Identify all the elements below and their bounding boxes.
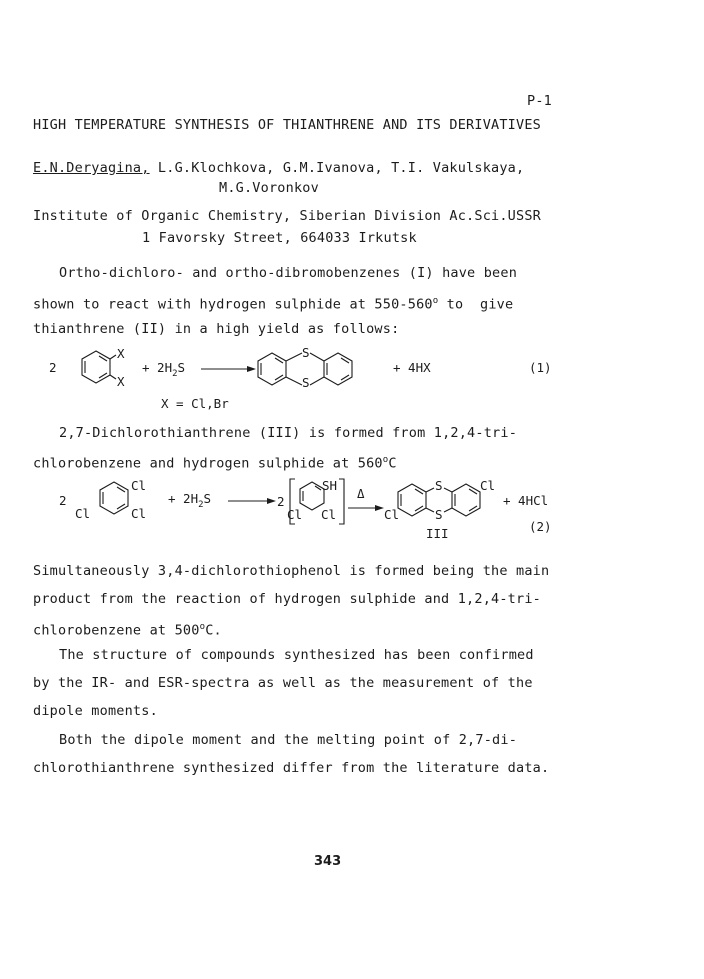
paragraph-3-line-1: Simultaneously 3,4-dichlorothiophenol is formed being the main [33, 563, 550, 579]
eq2-trichlorobenzene-ring [100, 482, 128, 514]
eq1-s-bottom: S [302, 375, 310, 390]
paragraph-4-line-2: by the IR- and ESR-spectra as well as the measurement of the [33, 675, 533, 691]
eq2-coefficient: 2 [59, 493, 67, 508]
eq2-compound-label: III [426, 526, 449, 541]
paragraph-1-line-3: thianthrene (II) in a high yield as follows: [33, 321, 400, 337]
eq1-plus-hx: + 4HX [393, 360, 431, 375]
coauthors: L.G.Klochkova, G.M.Ivanova, T.I. Vakulskaya, [149, 160, 525, 176]
eq1-number: (1) [529, 360, 552, 375]
eq2-coefficient-2: 2 [277, 494, 285, 509]
eq2-product-cl-left: Cl [384, 507, 400, 522]
paragraph-2-line-1: 2,7-Dichlorothianthrene (III) is formed from 1,2,4-tri- [59, 425, 518, 441]
eq2-cl-top: Cl [131, 478, 147, 493]
eq2-product-cl-right: Cl [480, 478, 496, 493]
eq2-cl-left: Cl [75, 506, 91, 521]
eq2-s-bottom: S [435, 507, 443, 522]
first-author: E.N.Deryagina, [33, 160, 150, 176]
eq1-plus-h2s: + $2H_2S$ [142, 360, 186, 379]
paragraph-5-line-2: chlorothianthrene synthesized differ from the literature data. [33, 760, 550, 776]
eq1-x-top: X [117, 346, 125, 361]
eq2-cl-right: Cl [131, 506, 147, 521]
eq2-s-top: S [435, 478, 443, 493]
eq2-product-right-ring [452, 484, 480, 516]
affiliation-line-2: 1 Favorsky Street, 664033 Irkutsk [142, 230, 417, 246]
eq1-x-bottom: X [117, 374, 125, 389]
paragraph-5-line-1: Both the dipole moment and the melting point of 2,7-di- [59, 732, 518, 748]
page-code: P-1 [527, 93, 552, 109]
paper-title: HIGH TEMPERATURE SYNTHESIS OF THIANTHRENE AND ITS DERIVATIVES [33, 117, 541, 133]
paragraph-2-line-2: chlorobenzene and hydrogen sulphide at 560$^o$C [33, 455, 397, 472]
affiliation-line-1: Institute of Organic Chemistry, Siberian Division Ac.Sci.USSR [33, 208, 541, 224]
eq2-sh: SH [322, 478, 338, 493]
eq2-cl-int-left: Cl [287, 507, 303, 522]
authors-line-2: M.G.Voronkov [219, 180, 319, 196]
paragraph-3-line-3: chlorobenzene at 500$^o$C. [33, 622, 222, 639]
paragraph-1-line-1: Ortho-dichloro- and ortho-dibromobenzenes (I) have been [59, 265, 518, 281]
eq2-cl-int-right: Cl [321, 507, 337, 522]
eq2-delta: Δ [357, 486, 365, 501]
paragraph-4-line-3: dipole moments. [33, 703, 158, 719]
page-number: 343 [314, 854, 342, 869]
paragraph-3-line-2: product from the reaction of hydrogen sulphide and 1,2,4-tri- [33, 591, 541, 607]
eq2-number: (2) [529, 519, 552, 534]
eq2-plus-h2s: + $2H_2S$ [168, 491, 212, 510]
eq2-bracket-right [339, 479, 344, 524]
eq2-product-left-ring [398, 484, 426, 516]
eq2-plus-hcl: + 4HCl [503, 493, 549, 508]
paragraph-4-line-1: The structure of compounds synthesized has been confirmed [59, 647, 534, 663]
eq2-thiophenol-ring [300, 482, 324, 510]
paragraph-1-line-2: shown to react with hydrogen sulphide at 550-560$^o$ to give [33, 296, 514, 313]
eq1-coefficient: 2 [49, 360, 57, 375]
eq1-condition: X = Cl,Br [161, 396, 229, 411]
eq1-s-top: S [302, 345, 310, 360]
